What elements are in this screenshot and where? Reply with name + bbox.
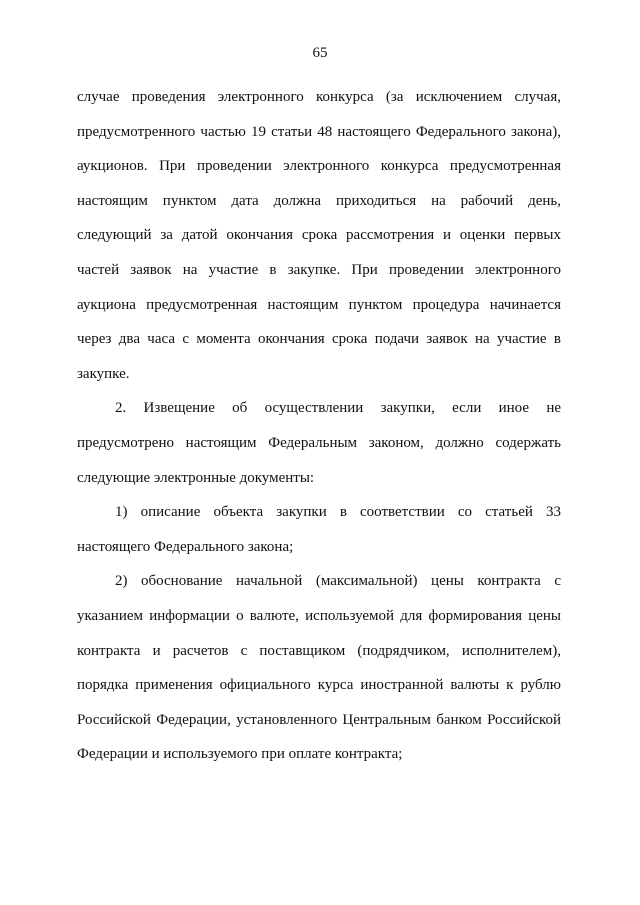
document-body xyxy=(77,80,561,772)
page-number: 65 xyxy=(312,45,328,61)
paragraph-subitem-1: 1) описание объекта закупки в соответствии со статьей 33 настоящего Федерального закона; xyxy=(77,504,561,555)
paragraph-subitem-2: 2) обоснование начальной (максимальной) цены контракта с указанием информации о валюте, используемой для формирования цены контракта и расчетов с поставщиком (подрядчиком, исполнителем), порядка применения официального курса иностранной валюты к рублю Российской Федерации, установленного Центральным банком Российской Федерации и используемого при оплате контракта; xyxy=(77,573,561,763)
paragraph-item-2: 2. Извещение об осуществлении закупки, если иное не предусмотрено настоящим Федеральным законом, должно содержать следующие электронные документы: xyxy=(77,400,561,486)
paragraph-continuation: случае проведения электронного конкурса (за исключением случая, предусмотренного частью 19 статьи 48 настоящего Федерального закона), аукционов. При проведении электронного конкурса предусмотренная настоящим пунктом дата должна приходиться на рабочий день, следующий за датой окончания срока рассмотрения и оценки первых частей заявок на участие в закупке. При проведении электронного аукциона предусмотренная настоящим пунктом процедура начинается через два часа с момента окончания срока подачи заявок на участие в закупке. xyxy=(77,89,561,382)
